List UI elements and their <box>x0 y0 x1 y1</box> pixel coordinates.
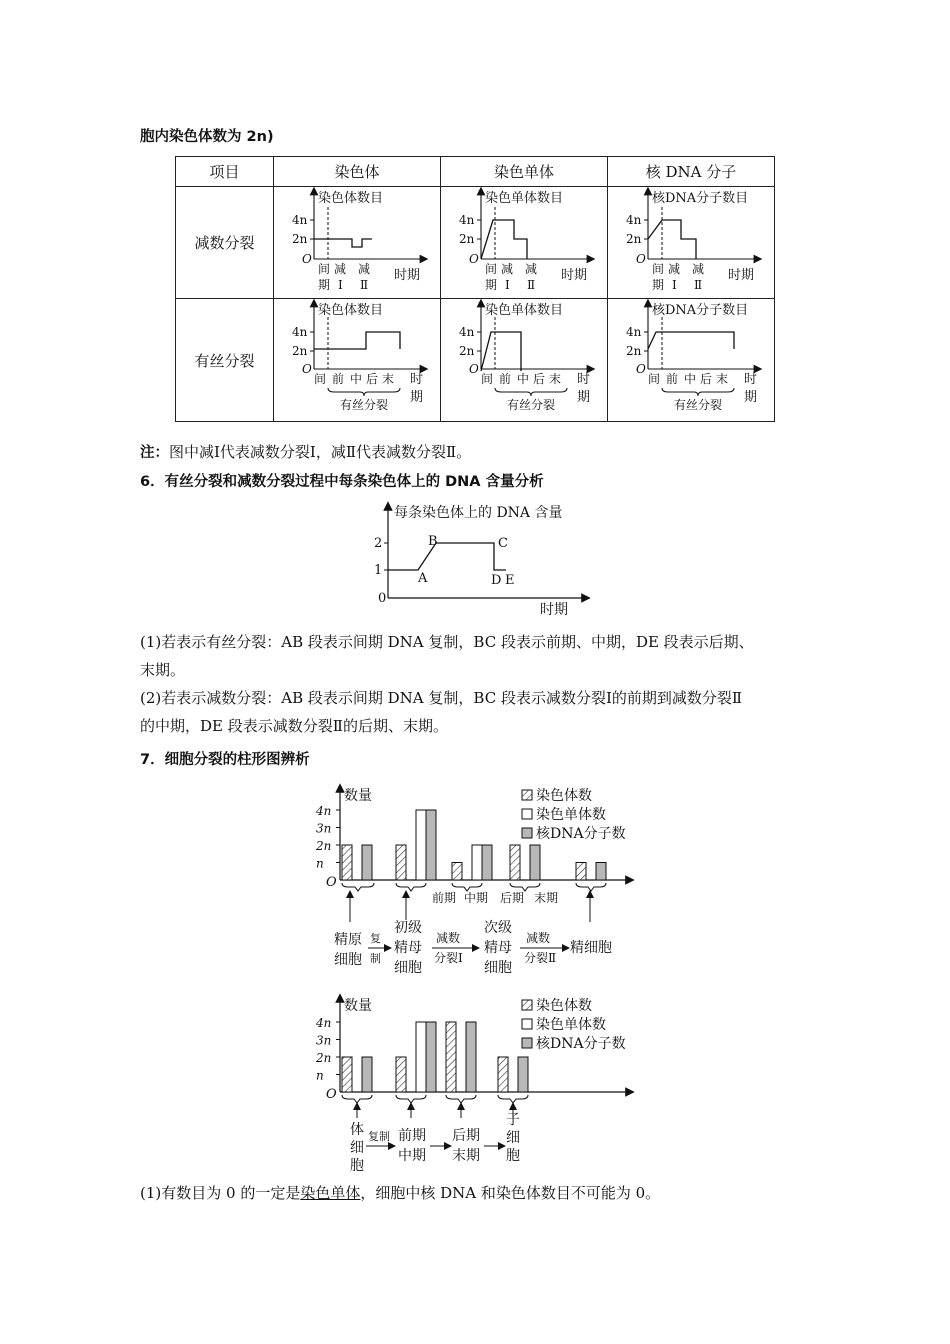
stage-label: 精原 <box>334 932 362 948</box>
intro-text-span: 胞内染色体数为 2n) <box>140 129 274 145</box>
x-sublabel: Ⅱ <box>527 278 536 292</box>
stage-label: 细胞 <box>484 960 512 976</box>
graph-title: 核DNA分子数目 <box>652 303 749 318</box>
graph-cell <box>274 187 441 299</box>
section7-heading: 7．细胞分裂的柱形图辨析 <box>140 752 310 768</box>
brace <box>576 883 606 891</box>
intro-text <box>140 126 274 147</box>
mitosis-chromatid-graph <box>441 299 607 417</box>
stage-label: 精细胞 <box>570 940 612 956</box>
data-line <box>481 220 527 259</box>
x-sublabel: Ⅰ <box>338 278 343 292</box>
origin-label: O <box>469 252 479 266</box>
legend-label: 染色单体数 <box>536 1017 606 1033</box>
mitosis-chromosome-graph <box>274 299 440 417</box>
stage-label: 细 <box>506 1130 520 1146</box>
x-axis-title: 时 <box>577 372 591 387</box>
bar-chromatid <box>416 1022 426 1092</box>
origin-label: O <box>302 252 312 266</box>
origin-label: O <box>636 362 646 376</box>
x-label: 中 <box>350 372 363 386</box>
stage-label: 前期 <box>398 1128 426 1144</box>
row-label: 有丝分裂 <box>176 299 274 422</box>
y-tick-label: 2n <box>316 1051 332 1065</box>
y-tick-label: 4n <box>626 213 642 227</box>
stage-label: 复 <box>370 932 381 945</box>
legend-swatch <box>522 1038 532 1048</box>
mitosis-dna-graph <box>608 299 774 417</box>
bar-chromatid <box>472 845 482 880</box>
paragraph: 末期。 <box>140 661 186 679</box>
meiosis-chromosome-graph <box>274 187 440 294</box>
graph-title: 染色体数目 <box>318 303 384 318</box>
y-tick-label: 2n <box>626 344 642 358</box>
x-label: 末 <box>382 372 395 386</box>
origin-label: O <box>469 362 479 376</box>
y-tick-label: 4n <box>292 213 308 227</box>
final-text: (1)有数目为 0 的一定是 <box>140 1184 301 1202</box>
y-tick-label: 4n <box>459 325 475 339</box>
dna-content-line <box>388 543 506 570</box>
dna-per-chromosome-chart <box>360 500 600 620</box>
stage-label: 细胞 <box>334 952 362 968</box>
graph-title: 核DNA分子数目 <box>652 191 749 206</box>
bar-dna <box>530 845 540 880</box>
x-axis-title: 时期 <box>394 268 421 283</box>
x-sublabel: 期 <box>485 278 498 292</box>
data-line <box>648 220 696 259</box>
x-label: 间 <box>648 372 661 386</box>
bar-dna <box>362 845 372 880</box>
brace <box>396 1095 426 1103</box>
table-row-meiosis <box>176 187 775 299</box>
bar-dna <box>362 1057 372 1092</box>
origin-label: O <box>636 252 646 266</box>
y-tick-label: 3n <box>316 1033 332 1048</box>
bar-chromosome <box>396 1057 406 1092</box>
sub-label: 中期 <box>464 891 489 905</box>
stage-label: 子 <box>506 1112 520 1128</box>
brace <box>328 388 400 396</box>
stage-label: 初级 <box>394 920 422 936</box>
legend-swatch <box>522 828 532 838</box>
stage-label: 胞 <box>350 1158 364 1172</box>
x-label: 后 <box>700 372 713 386</box>
y-tick-label: n <box>316 856 324 871</box>
brace <box>342 883 374 891</box>
legend-swatch <box>522 809 532 819</box>
graph-cell <box>608 299 775 422</box>
x-label: 间 <box>318 262 331 276</box>
graph-cell <box>441 299 608 422</box>
y-axis-title: 每条染色体上的 DNA 含量 <box>394 505 563 521</box>
meiosis-bar-chart <box>312 780 652 985</box>
x-label: 中 <box>684 372 697 386</box>
x-label: 间 <box>485 262 498 276</box>
graph-title: 染色单体数目 <box>485 303 564 318</box>
x-label: 前 <box>499 372 512 386</box>
y-tick-label: 4n <box>316 1016 332 1030</box>
y-tick-label: 4n <box>459 213 475 227</box>
legend-label: 染色体数 <box>536 998 592 1014</box>
x-axis-title: 时期 <box>728 268 755 283</box>
stage-label: 中期 <box>398 1148 426 1164</box>
data-line <box>314 239 372 247</box>
x-sublabel: Ⅰ <box>672 278 677 292</box>
brace <box>342 1095 372 1103</box>
legend-label: 染色单体数 <box>536 807 606 823</box>
y-tick-label: 2n <box>292 344 308 358</box>
stage-label: 减数 <box>436 931 461 945</box>
x-sublabel: Ⅱ <box>360 278 369 292</box>
y-tick-label: 2n <box>626 232 642 246</box>
table-row-mitosis <box>176 299 775 422</box>
data-line <box>648 332 734 349</box>
x-label: 末 <box>716 372 729 386</box>
x-label: 间 <box>652 262 665 276</box>
x-axis-title: 期 <box>744 390 758 405</box>
meiosis-chromatid-graph <box>441 187 607 294</box>
point-label-a: A <box>418 571 428 586</box>
bar-chromosome <box>498 1057 508 1092</box>
x-label: 后 <box>533 372 546 386</box>
legend-label: 染色体数 <box>536 788 592 804</box>
paragraph: (1)若表示有丝分裂：AB 段表示间期 DNA 复制，BC 段表示前期、中期，DE 段表示后期、 <box>140 633 754 651</box>
y-tick-label: 4n <box>316 804 332 818</box>
x-sublabel: 期 <box>652 278 665 292</box>
sub-label: 后期 <box>500 891 525 905</box>
graph-title: 染色体数目 <box>318 191 384 206</box>
bar-dna <box>482 845 492 880</box>
brace <box>510 883 540 891</box>
x-label: 减 <box>334 262 347 276</box>
x-group-label: 有丝分裂 <box>507 398 556 412</box>
x-label: 减 <box>525 262 538 276</box>
y-tick-label: 2n <box>316 839 332 853</box>
x-axis-title: 期 <box>410 390 424 405</box>
table-header-cell: 项目 <box>176 157 274 187</box>
paragraph: (2)若表示减数分裂：AB 段表示间期 DNA 复制，BC 段表示减数分裂Ⅰ的前期到减数分裂Ⅱ <box>140 689 743 707</box>
legend-label: 核DNA分子数 <box>536 1036 626 1052</box>
y-tick-label: n <box>316 1068 324 1083</box>
point-label-c: C <box>498 536 508 551</box>
table-header-cell: 染色体 <box>274 157 441 187</box>
table-header-cell: 染色单体 <box>441 157 608 187</box>
mitosis-bar-chart <box>312 990 652 1172</box>
table-header-row <box>176 157 775 187</box>
stage-label: 分裂Ⅱ <box>524 951 557 965</box>
x-label: 减 <box>501 262 514 276</box>
legend-swatch <box>522 1000 532 1010</box>
x-group-label: 有丝分裂 <box>340 398 389 412</box>
bar-chromosome <box>510 845 520 880</box>
graph-title: 染色单体数目 <box>485 191 564 206</box>
legend-label: 核DNA分子数 <box>536 826 626 842</box>
stage-label: 细 <box>350 1140 364 1156</box>
stage-label: 精母 <box>394 940 422 956</box>
x-label: 间 <box>314 372 327 386</box>
y-axis-title: 数量 <box>344 788 372 804</box>
bar-chromosome <box>446 1022 456 1092</box>
x-sublabel: Ⅱ <box>694 278 703 292</box>
point-label-e: E <box>505 573 515 588</box>
x-axis-title: 时 <box>410 372 424 387</box>
y-tick-label: 4n <box>626 325 642 339</box>
legend-swatch <box>522 1019 532 1029</box>
y-tick-label: 2n <box>459 344 475 358</box>
y-tick-label: 2n <box>459 232 475 246</box>
x-label: 减 <box>692 262 705 276</box>
stage-label: 胞 <box>506 1148 520 1164</box>
final-text: ，细胞中核 DNA 和染色体数目不可能为 0。 <box>360 1184 661 1202</box>
note <box>140 442 471 463</box>
graph-cell <box>274 299 441 422</box>
x-sublabel: 期 <box>318 278 331 292</box>
note-text: 图中减Ⅰ代表减数分裂Ⅰ，减Ⅱ代表减数分裂Ⅱ。 <box>169 443 472 461</box>
brace <box>446 1095 476 1103</box>
x-label: 减 <box>358 262 371 276</box>
x-axis-title: 期 <box>577 390 591 405</box>
x-label: 中 <box>517 372 530 386</box>
stage-label: 精母 <box>484 940 512 956</box>
brace <box>495 388 567 396</box>
point-label-b: B <box>428 534 438 549</box>
bar-chromosome <box>342 1057 352 1092</box>
x-group-label: 有丝分裂 <box>674 398 723 412</box>
comparison-table <box>175 156 775 422</box>
graph-cell <box>441 187 608 299</box>
graph-cell <box>608 187 775 299</box>
y-tick-label: 0 <box>378 591 387 606</box>
x-axis-title: 时 <box>744 372 758 387</box>
brace <box>396 883 426 891</box>
x-label: 前 <box>332 372 345 386</box>
legend-swatch <box>522 790 532 800</box>
origin-label: O <box>302 362 312 376</box>
origin-label: O <box>326 1087 337 1102</box>
y-tick-label: 4n <box>292 325 308 339</box>
stage-label: 体 <box>350 1122 364 1138</box>
row-label: 减数分裂 <box>176 187 274 299</box>
bar-chromosome <box>396 845 406 880</box>
x-sublabel: Ⅰ <box>505 278 510 292</box>
brace <box>662 388 734 396</box>
stage-label: 后期 <box>452 1128 480 1144</box>
stage-label: 细胞 <box>394 960 422 976</box>
bar-dna <box>426 1022 436 1092</box>
bar-dna <box>596 863 606 881</box>
stage-label: 末期 <box>452 1148 480 1164</box>
data-line <box>314 332 400 349</box>
final-paragraph <box>140 1183 660 1203</box>
stage-label: 分裂Ⅰ <box>434 951 463 965</box>
stage-label: 减数 <box>526 931 551 945</box>
paragraph: 的中期，DE 段表示减数分裂Ⅱ的后期、末期。 <box>140 717 448 735</box>
x-label: 前 <box>666 372 679 386</box>
data-line <box>481 332 521 371</box>
x-axis-title: 时期 <box>561 268 588 283</box>
sub-label: 前期 <box>432 891 457 905</box>
bar-chromosome <box>452 863 462 881</box>
y-tick-label: 2n <box>292 232 308 246</box>
stage-label: 次级 <box>484 920 512 936</box>
x-axis-title: 时期 <box>540 602 568 618</box>
x-label: 后 <box>366 372 379 386</box>
note-label: 注： <box>140 445 169 461</box>
sub-label: 末期 <box>534 891 559 905</box>
x-label: 减 <box>668 262 681 276</box>
point-label-d: D <box>491 573 502 588</box>
bar-dna <box>518 1057 528 1092</box>
y-axis-title: 数量 <box>344 998 372 1014</box>
y-tick-label: 2 <box>374 536 383 551</box>
bar-chromosome <box>342 845 352 880</box>
y-tick-label: 3n <box>316 821 332 836</box>
bar-dna <box>466 1022 476 1092</box>
stage-label: 复制 <box>368 1130 390 1143</box>
brace <box>498 1095 528 1103</box>
bar-chromatid <box>416 810 426 880</box>
underlined-term: 染色单体 <box>300 1184 361 1202</box>
stage-label: 制 <box>370 952 381 965</box>
x-label: 末 <box>549 372 562 386</box>
bar-chromosome <box>576 863 586 881</box>
brace <box>452 883 482 891</box>
meiosis-dna-graph <box>608 187 774 294</box>
x-label: 间 <box>481 372 494 386</box>
origin-label: O <box>326 875 337 890</box>
table-header-cell: 核 DNA 分子 <box>608 157 775 187</box>
bar-dna <box>426 810 436 880</box>
section6-heading: 6．有丝分裂和减数分裂过程中每条染色体上的 DNA 含量分析 <box>140 474 544 490</box>
y-tick-label: 1 <box>374 563 383 578</box>
